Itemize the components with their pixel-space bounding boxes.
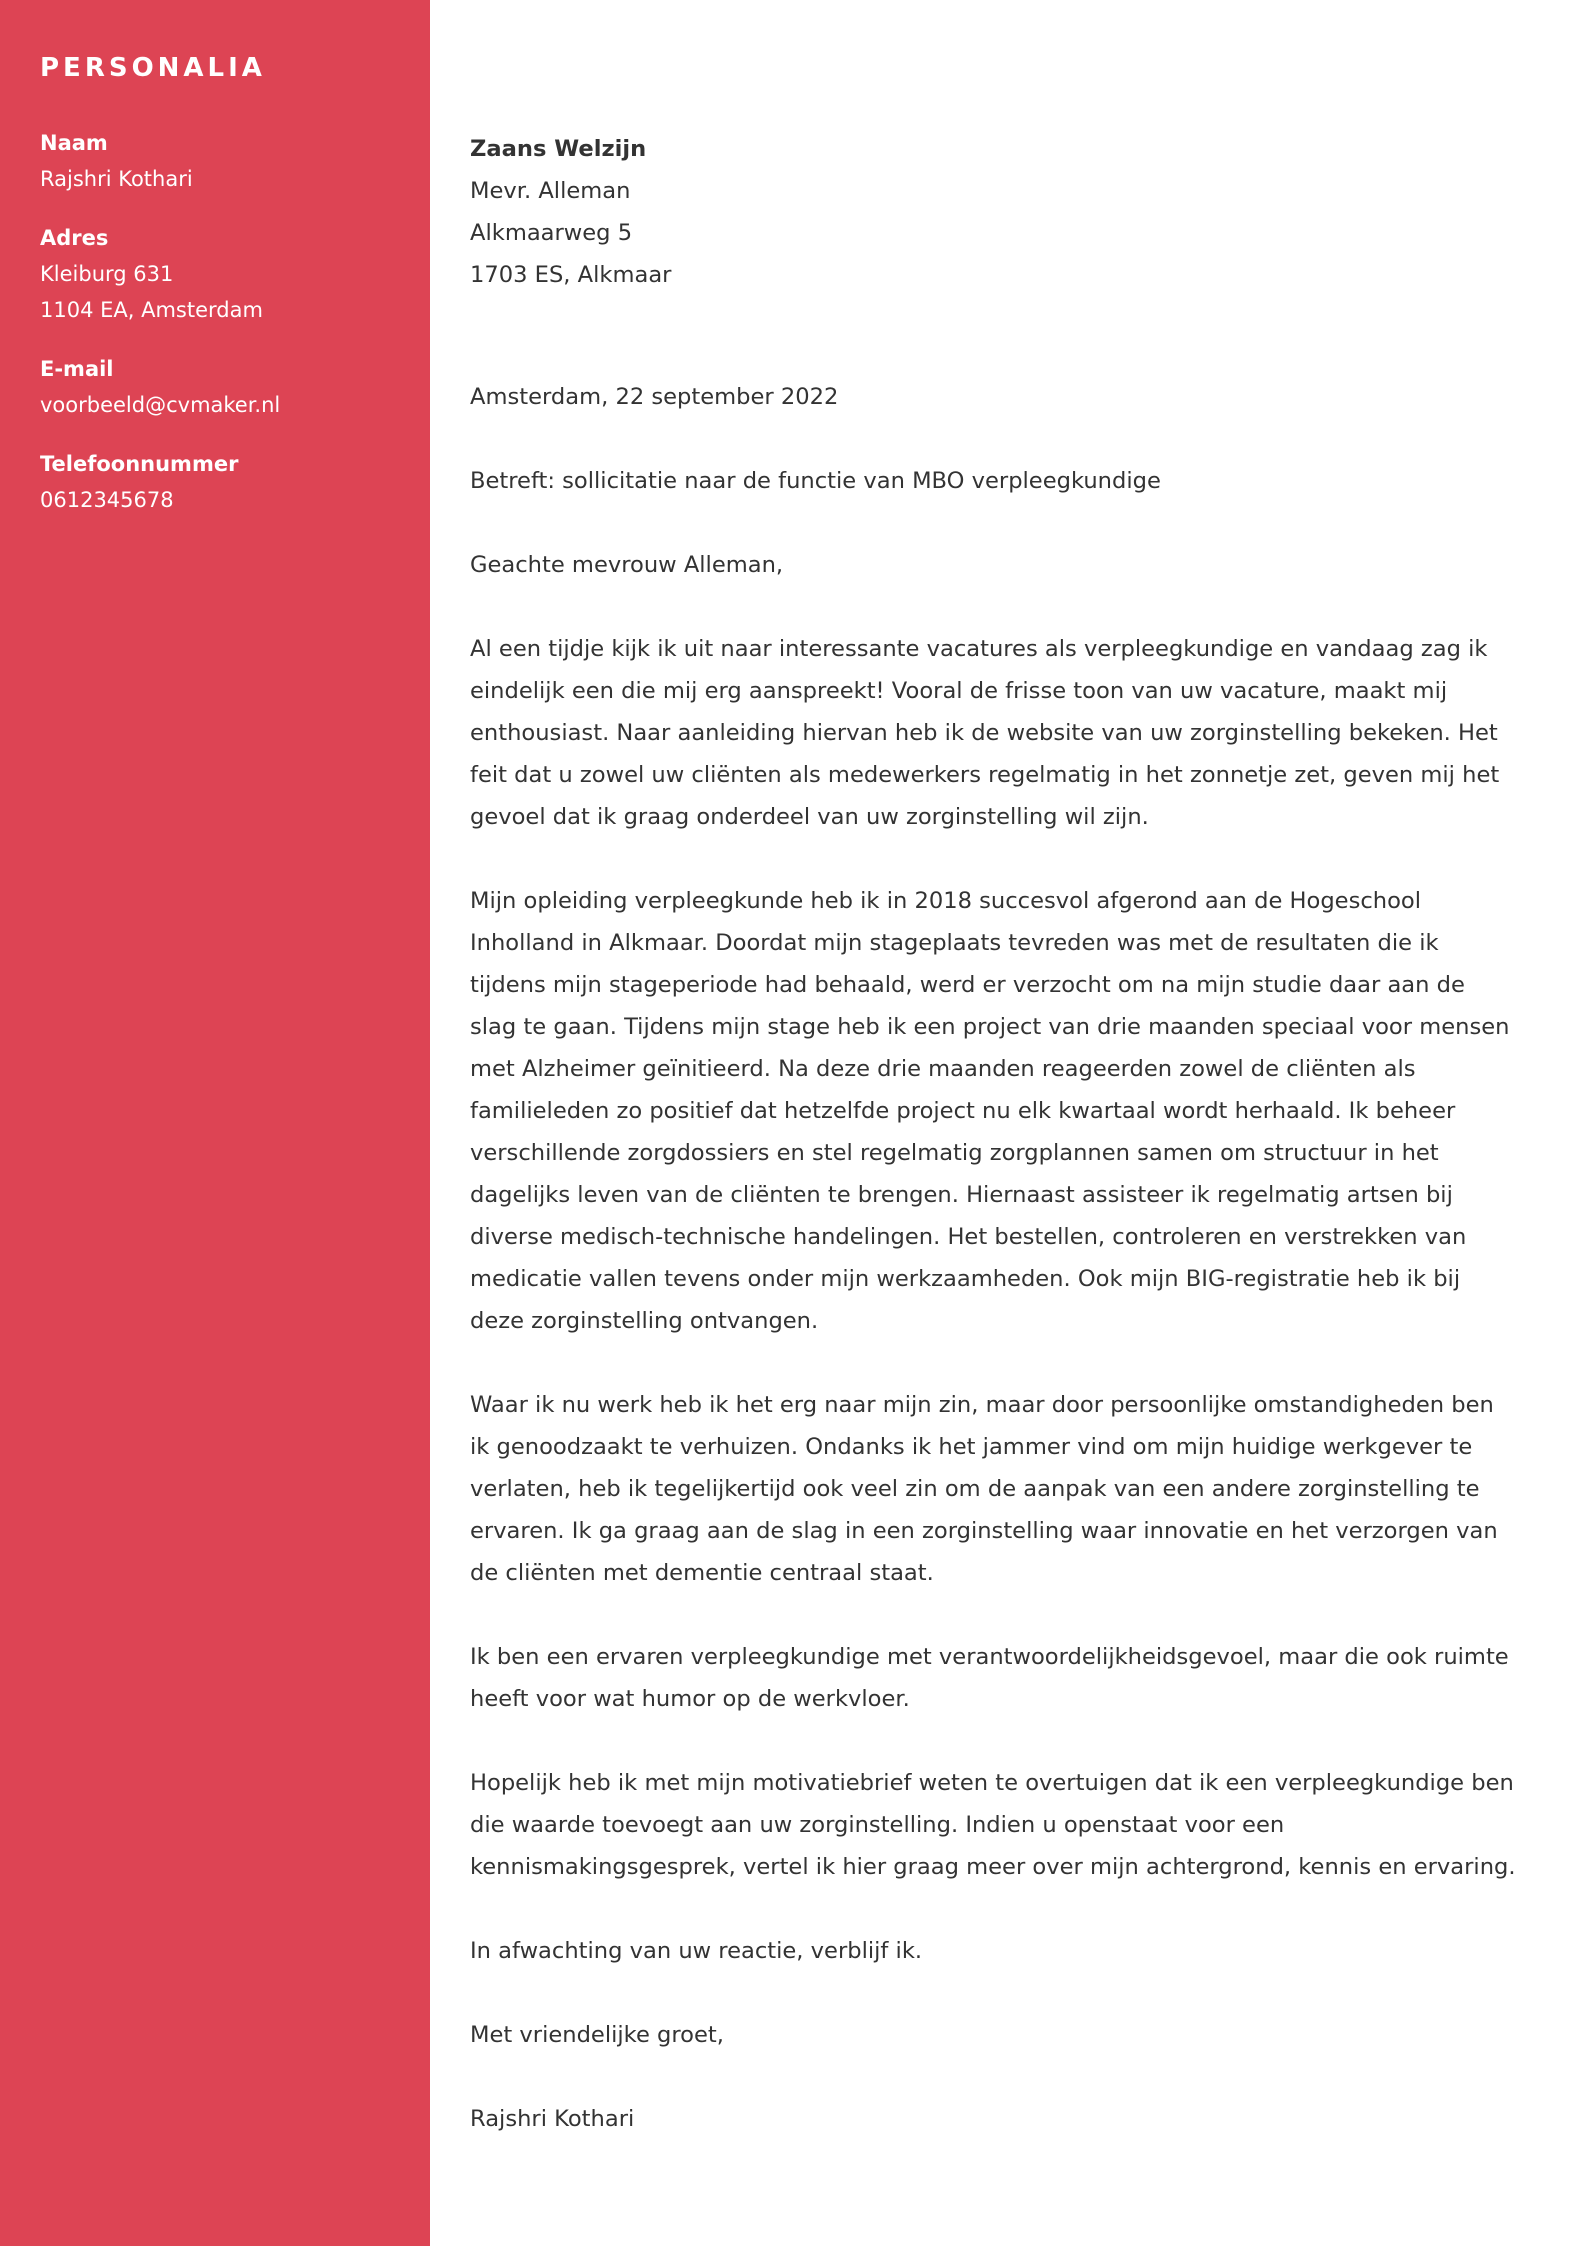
place-date: Amsterdam, 22 september 2022 — [470, 384, 839, 410]
closing: Met vriendelijke groet, — [470, 2022, 724, 2048]
field-value-adres-street: Kleiburg 631 — [40, 262, 174, 286]
field-label-adres: Adres — [40, 226, 109, 250]
subject-line: Betreft: sollicitatie naar de functie van MBO verpleegkundige — [470, 468, 1161, 494]
field-label-telefoon: Telefoonnummer — [40, 452, 239, 476]
sidebar-title: PERSONALIA — [40, 53, 266, 83]
recipient-company: Zaans Welzijn — [470, 136, 647, 162]
salutation: Geachte mevrouw Alleman, — [470, 552, 784, 578]
personalia-sidebar — [0, 0, 430, 2246]
field-value-naam: Rajshri Kothari — [40, 167, 193, 191]
paragraph-motivation: Waar ik nu werk heb ik het erg naar mijn zin, maar door persoonlijke omstandigheden ben ik genoodzaakt te verhuizen. Ondanks ik het jammer vind om mijn huidige werkgever te verlaten, heb ik tegelijkertijd ook veel zin om de aanpak van een andere zorginstelling te ervaren. Ik ga graag aan de slag in een zorginstelling waar innovatie en het verzorgen van de cliënten met dementie centraal staat. — [470, 1392, 1498, 1586]
paragraph-conclusion: Hopelijk heb ik met mijn motivatiebrief weten te overtuigen dat ik een verpleegkundige ben die waarde toevoegt aan uw zorginstelling. Indien u openstaat voor een kennismakingsgesprek, vertel ik hier graag meer over mijn achtergrond, kennis en ervaring. — [470, 1770, 1516, 1880]
field-naam — [40, 125, 390, 197]
letter-body — [430, 0, 1588, 2246]
field-adres — [40, 220, 390, 328]
field-label-email: E-mail — [40, 357, 114, 381]
recipient-contact: Mevr. Alleman — [470, 178, 631, 204]
paragraph-education: Mijn opleiding verpleegkunde heb ik in 2018 succesvol afgerond aan de Hogeschool Inholland in Alkmaar. Doordat mijn stageplaats tevreden was met de resultaten die ik tijdens mijn stageperiode had behaald, werd er verzocht om na mijn studie daar aan de slag te gaan. Tijdens mijn stage heb ik een project van drie maanden speciaal voor mensen met Alzheimer geïnitieerd. Na deze drie maanden reageerden zowel de cliënten als familieleden zo positief dat hetzelfde project nu elk kwartaal wordt herhaald. Ik beheer verschillende zorgdossiers en stel regelmatig zorgplannen samen om structuur in het dagelijks leven van de cliënten te brengen. Hiernaast assisteer ik regelmatig artsen bij diverse medisch-technische handelingen. Het bestellen, controleren en verstrekken van medicatie vallen tevens onder mijn werkzaamheden. Ook mijn BIG-registratie heb ik bij deze zorginstelling ontvangen. — [470, 888, 1510, 1334]
paragraph-awaiting: In afwachting van uw reactie, verblijf ik. — [470, 1938, 923, 1964]
field-value-email: voorbeeld@cvmaker.nl — [40, 393, 281, 417]
field-value-adres-city: 1104 EA, Amsterdam — [40, 298, 263, 322]
recipient-street: Alkmaarweg 5 — [470, 220, 633, 246]
signature-name: Rajshri Kothari — [470, 2106, 635, 2132]
field-telefoon — [40, 446, 390, 518]
field-label-naam: Naam — [40, 131, 108, 155]
field-value-telefoon: 0612345678 — [40, 488, 174, 512]
paragraph-intro: Al een tijdje kijk ik uit naar interessante vacatures als verpleegkundige en vandaag zag ik eindelijk een die mij erg aanspreekt! Vooral de frisse toon van uw vacature, maakt mij enthousiast. Naar aanleiding hiervan heb ik de website van uw zorginstelling bekeken. Het feit dat u zowel uw cliënten als medewerkers regelmatig in het zonnetje zet, geven mij het gevoel dat ik graag onderdeel van uw zorginstelling wil zijn. — [470, 636, 1500, 830]
field-email — [40, 351, 390, 423]
recipient-city: 1703 ES, Alkmaar — [470, 262, 672, 288]
paragraph-personality: Ik ben een ervaren verpleegkundige met verantwoordelijkheidsgevoel, maar die ook ruimte heeft voor wat humor op de werkvloer. — [470, 1644, 1509, 1712]
recipient-block — [470, 128, 1518, 296]
